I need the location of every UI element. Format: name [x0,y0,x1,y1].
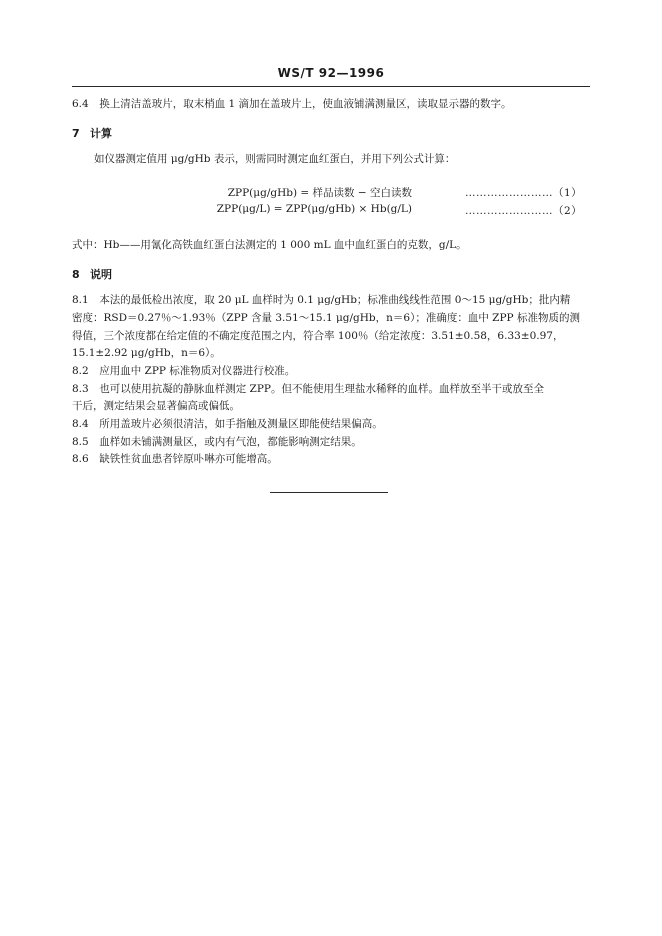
section-7-number: 7 [72,127,80,140]
item-8-4: 8.4 所用盖玻片必须很清洁，如手指触及测量区即能使结果偏高。 [72,418,383,430]
section-6-4-text: 6.4 换上清洁盖玻片，取末梢血 1 滴加在盖玻片上，使血液铺满测量区，读取显示器的数字。 [72,98,512,110]
item-8-5: 8.5 血样如未铺满测量区，或内有气泡，都能影响测定结果。 [72,436,362,448]
section-8-title: 说明 [90,268,112,281]
header-rule [72,86,590,87]
standard-code-header: WS/T 92—1996 [277,66,385,80]
section-8-heading [72,266,112,282]
item-8-1-line-4: 15.1±2.92 μg/gHb，n＝6）。 [72,347,221,359]
section-8-number: 8 [72,268,80,281]
section-7-intro: 如仪器测定值用 μg/gHb 表示，则需同时测定血红蛋白，并用下列公式计算： [94,153,456,165]
formula-2-tag: ……………………（2） [465,205,583,217]
item-8-6: 8.6 缺铁性贫血患者锌原卟啉亦可能增高。 [72,453,278,465]
formula-note: 式中：Hb——用氰化高铁血红蛋白法测定的 1 000 mL 血中血红蛋白的克数，g/L。 [72,239,467,251]
section-7-title: 计算 [90,127,112,140]
item-8-1-line-2: 密度：RSD＝0.27％～1.93％（ZPP 含量 3.51～15.1 μg/gHb，n＝6）；准确度：血中 ZPP 标准物质的测 [72,312,580,324]
item-8-2: 8.2 应用血中 ZPP 标准物质对仪器进行校准。 [72,365,296,377]
section-7-heading [72,125,112,141]
item-8-3-line-2: 干后，测定结果会显著偏高或偏低。 [72,400,240,412]
formula-1-tag: ……………………（1） [465,187,583,199]
formula-2: ZPP(μg/L) = ZPP(μg/gHb) × Hb(g/L) [216,203,412,215]
formula-1: ZPP(μg/gHb) = 样品读数 − 空白读数 [227,187,412,199]
item-8-1-line-3: 得值，三个浓度都在给定值的不确定度范围之内，符合率 100％（给定浓度：3.51±0.58，6.33±0.97， [72,330,564,342]
end-rule [270,492,388,493]
item-8-3-line-1: 8.3 也可以使用抗凝的静脉血样测定 ZPP。但不能使用生理盐水稀释的血样。血样放至半干或放至全 [72,383,544,395]
item-8-1-line-1: 8.1 本法的最低检出浓度，取 20 μL 血样时为 0.1 μg/gHb；标准曲线线性范围 0～15 μg/gHb；批内精 [72,294,571,306]
